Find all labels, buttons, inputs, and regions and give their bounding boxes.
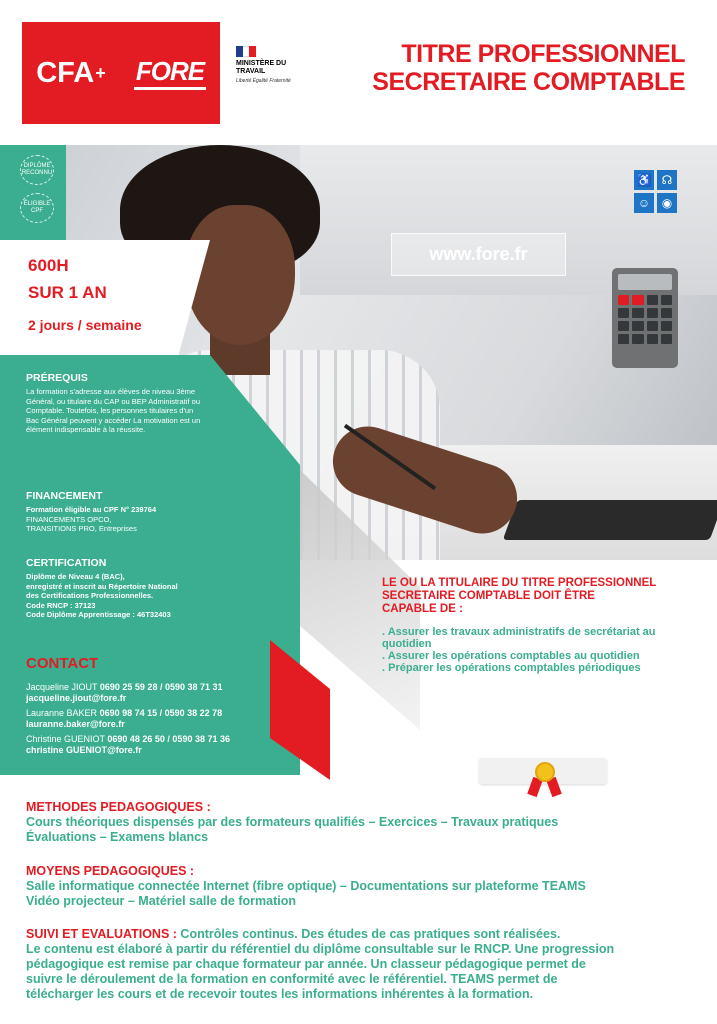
prerequis-heading: PRÉREQUIS (26, 372, 88, 384)
contact-name: Christine GUENIOT (26, 734, 105, 744)
capabilities-heading-line-2: SECRETAIRE COMPTABLE DOIT ÊTRE (382, 590, 595, 602)
photo-person-face (185, 205, 295, 345)
accessibility-icons (634, 170, 678, 213)
moyens-line-1: Salle informatique connectée Internet (fibre optique) – Documentations sur plateforme TEAMS (26, 879, 586, 893)
suivi-line-5: télécharger les cours et de recevoir toutes les informations inhérentes à la formation. (26, 987, 534, 1001)
financement-heading: FINANCEMENT (26, 490, 103, 502)
capabilities-heading-line-3: CAPABLE DE : (382, 603, 463, 615)
wheelchair-icon: ♿ (634, 170, 654, 190)
cfa-logo-text: CFA (36, 56, 95, 89)
certification-section (26, 557, 246, 620)
capabilities-section (382, 577, 702, 674)
methodes-section (26, 800, 696, 845)
calculator-keys (618, 295, 672, 344)
suivi-intro: Contrôles continus. Des études de cas pratiques sont réalisées. (176, 927, 561, 941)
contact-email[interactable]: jacqueline.jiout@fore.fr (26, 693, 127, 703)
cfa-logo-plus: + (95, 62, 106, 83)
contact-name: Jacqueline JIOUT (26, 682, 98, 692)
badge-diploma-icon: DIPLÔME RECONNU (20, 155, 54, 185)
contact-heading: CONTACT (26, 655, 99, 672)
badges-strip (0, 145, 66, 240)
suivi-line-2: Le contenu est élaboré à partir du référentiel du diplôme consultable sur le RNCP. Une progression (26, 942, 615, 956)
ministry-motto: Liberté Égalité Fraternité (236, 78, 291, 84)
diploma-seal-icon (535, 762, 555, 782)
title-line-2: SECRETAIRE COMPTABLE (372, 68, 685, 96)
contact-email[interactable]: christine GUENIOT@fore.fr (26, 745, 142, 755)
certification-line-1: Diplôme de Niveau 4 (BAC), (26, 572, 125, 581)
ministry-logo (236, 46, 306, 84)
contact-name: Lauranne BAKER (26, 708, 98, 718)
certification-heading: CERTIFICATION (26, 557, 107, 569)
calculator-icon (612, 268, 678, 368)
duration-length: SUR 1 AN (28, 283, 107, 302)
hearing-icon: ☊ (657, 170, 677, 190)
contact-phones[interactable]: 0690 48 26 50 / 0590 38 71 36 (107, 734, 230, 744)
ministry-name: MINISTÈRE DU TRAVAIL (236, 60, 287, 75)
capabilities-heading-line-1: LE OU LA TITULAIRE DU TITRE PROFESSIONNEL (382, 577, 657, 589)
moyens-line-2: Vidéo projecteur – Matériel salle de formation (26, 894, 296, 908)
suivi-line-3: pédagogique est remise par chaque formateur par année. Un classeur pédagogique permet de (26, 957, 586, 971)
title-line-1: TITRE PROFESSIONNEL (401, 40, 685, 68)
capability-item: . Assurer les travaux administratifs de secrétariat au quotidien (382, 626, 656, 650)
certification-line-3: des Certifications Professionnelles. (26, 591, 154, 600)
photo-keyboard (503, 500, 717, 540)
suivi-heading: SUIVI ET EVALUATIONS : (26, 927, 177, 941)
prerequis-text: La formation s'adresse aux élèves de niveau 3ème Général, ou titulaire du CAP ou BEP Administratif ou Comptable. Toutefois, les personnes titulaires d'un Bac Général peuvent y accéder La motivation est un élément indispensable à la réussite. (26, 387, 201, 434)
methodes-heading: METHODES PEDAGOGIQUES : (26, 800, 211, 814)
calculator-screen (618, 274, 672, 290)
duration-hours: 600H (28, 256, 69, 275)
financement-cpf: Formation éligible au CPF N° 239764 (26, 505, 157, 514)
certification-line-4: Code RNCP : 37123 (26, 600, 96, 610)
suivi-line-4: suivre le déroulement de la formation en conformité avec le référentiel. TEAMS permet de (26, 972, 558, 986)
fore-logo-text: FORE (134, 56, 206, 90)
cfa-logo (22, 22, 120, 124)
financement-transitions: TRANSITIONS PRO, Entreprises (26, 524, 137, 533)
cognitive-icon: ☺ (634, 193, 654, 213)
document-title (372, 40, 685, 96)
capability-item: . Assurer les opérations comptables au quotidien (382, 650, 640, 662)
suivi-section (26, 927, 696, 1002)
badge-cpf-icon: ÉLIGIBLE CPF (20, 193, 54, 223)
website-link[interactable]: www.fore.fr (391, 233, 566, 276)
moyens-section (26, 864, 696, 909)
duration-rhythm: 2 jours / semaine (28, 317, 142, 333)
moyens-heading: MOYENS PEDAGOGIQUES : (26, 864, 195, 878)
contact-item (26, 708, 296, 730)
methodes-line-2: Évaluations – Examens blancs (26, 830, 209, 844)
prerequis-section (26, 372, 246, 435)
visual-icon: ◉ (657, 193, 677, 213)
capabilities-heading (382, 577, 702, 616)
financement-section (26, 490, 246, 534)
contact-email[interactable]: lauranne.baker@fore.fr (26, 719, 125, 729)
certification-line-2: enregistré et inscrit au Répertoire National (26, 581, 178, 591)
contact-list (26, 682, 296, 760)
contact-item (26, 682, 296, 704)
marianne-flag-icon (236, 46, 256, 57)
methodes-line-1: Cours théoriques dispensés par des formateurs qualifiés – Exercices – Travaux pratiques (26, 815, 559, 829)
contact-item (26, 734, 296, 756)
certification-line-5: Code Diplôme Apprentissage : 46T32403 (26, 610, 171, 619)
capability-item: . Préparer les opérations comptables périodiques (382, 662, 641, 674)
contact-phones[interactable]: 0690 98 74 15 / 0590 38 22 78 (99, 708, 223, 718)
financement-opco: FINANCEMENTS OPCO, (26, 514, 112, 524)
suivi-line-1 (26, 927, 696, 942)
contact-phones[interactable]: 0690 25 59 28 / 0590 38 71 31 (99, 682, 223, 692)
fore-logo (120, 22, 220, 124)
